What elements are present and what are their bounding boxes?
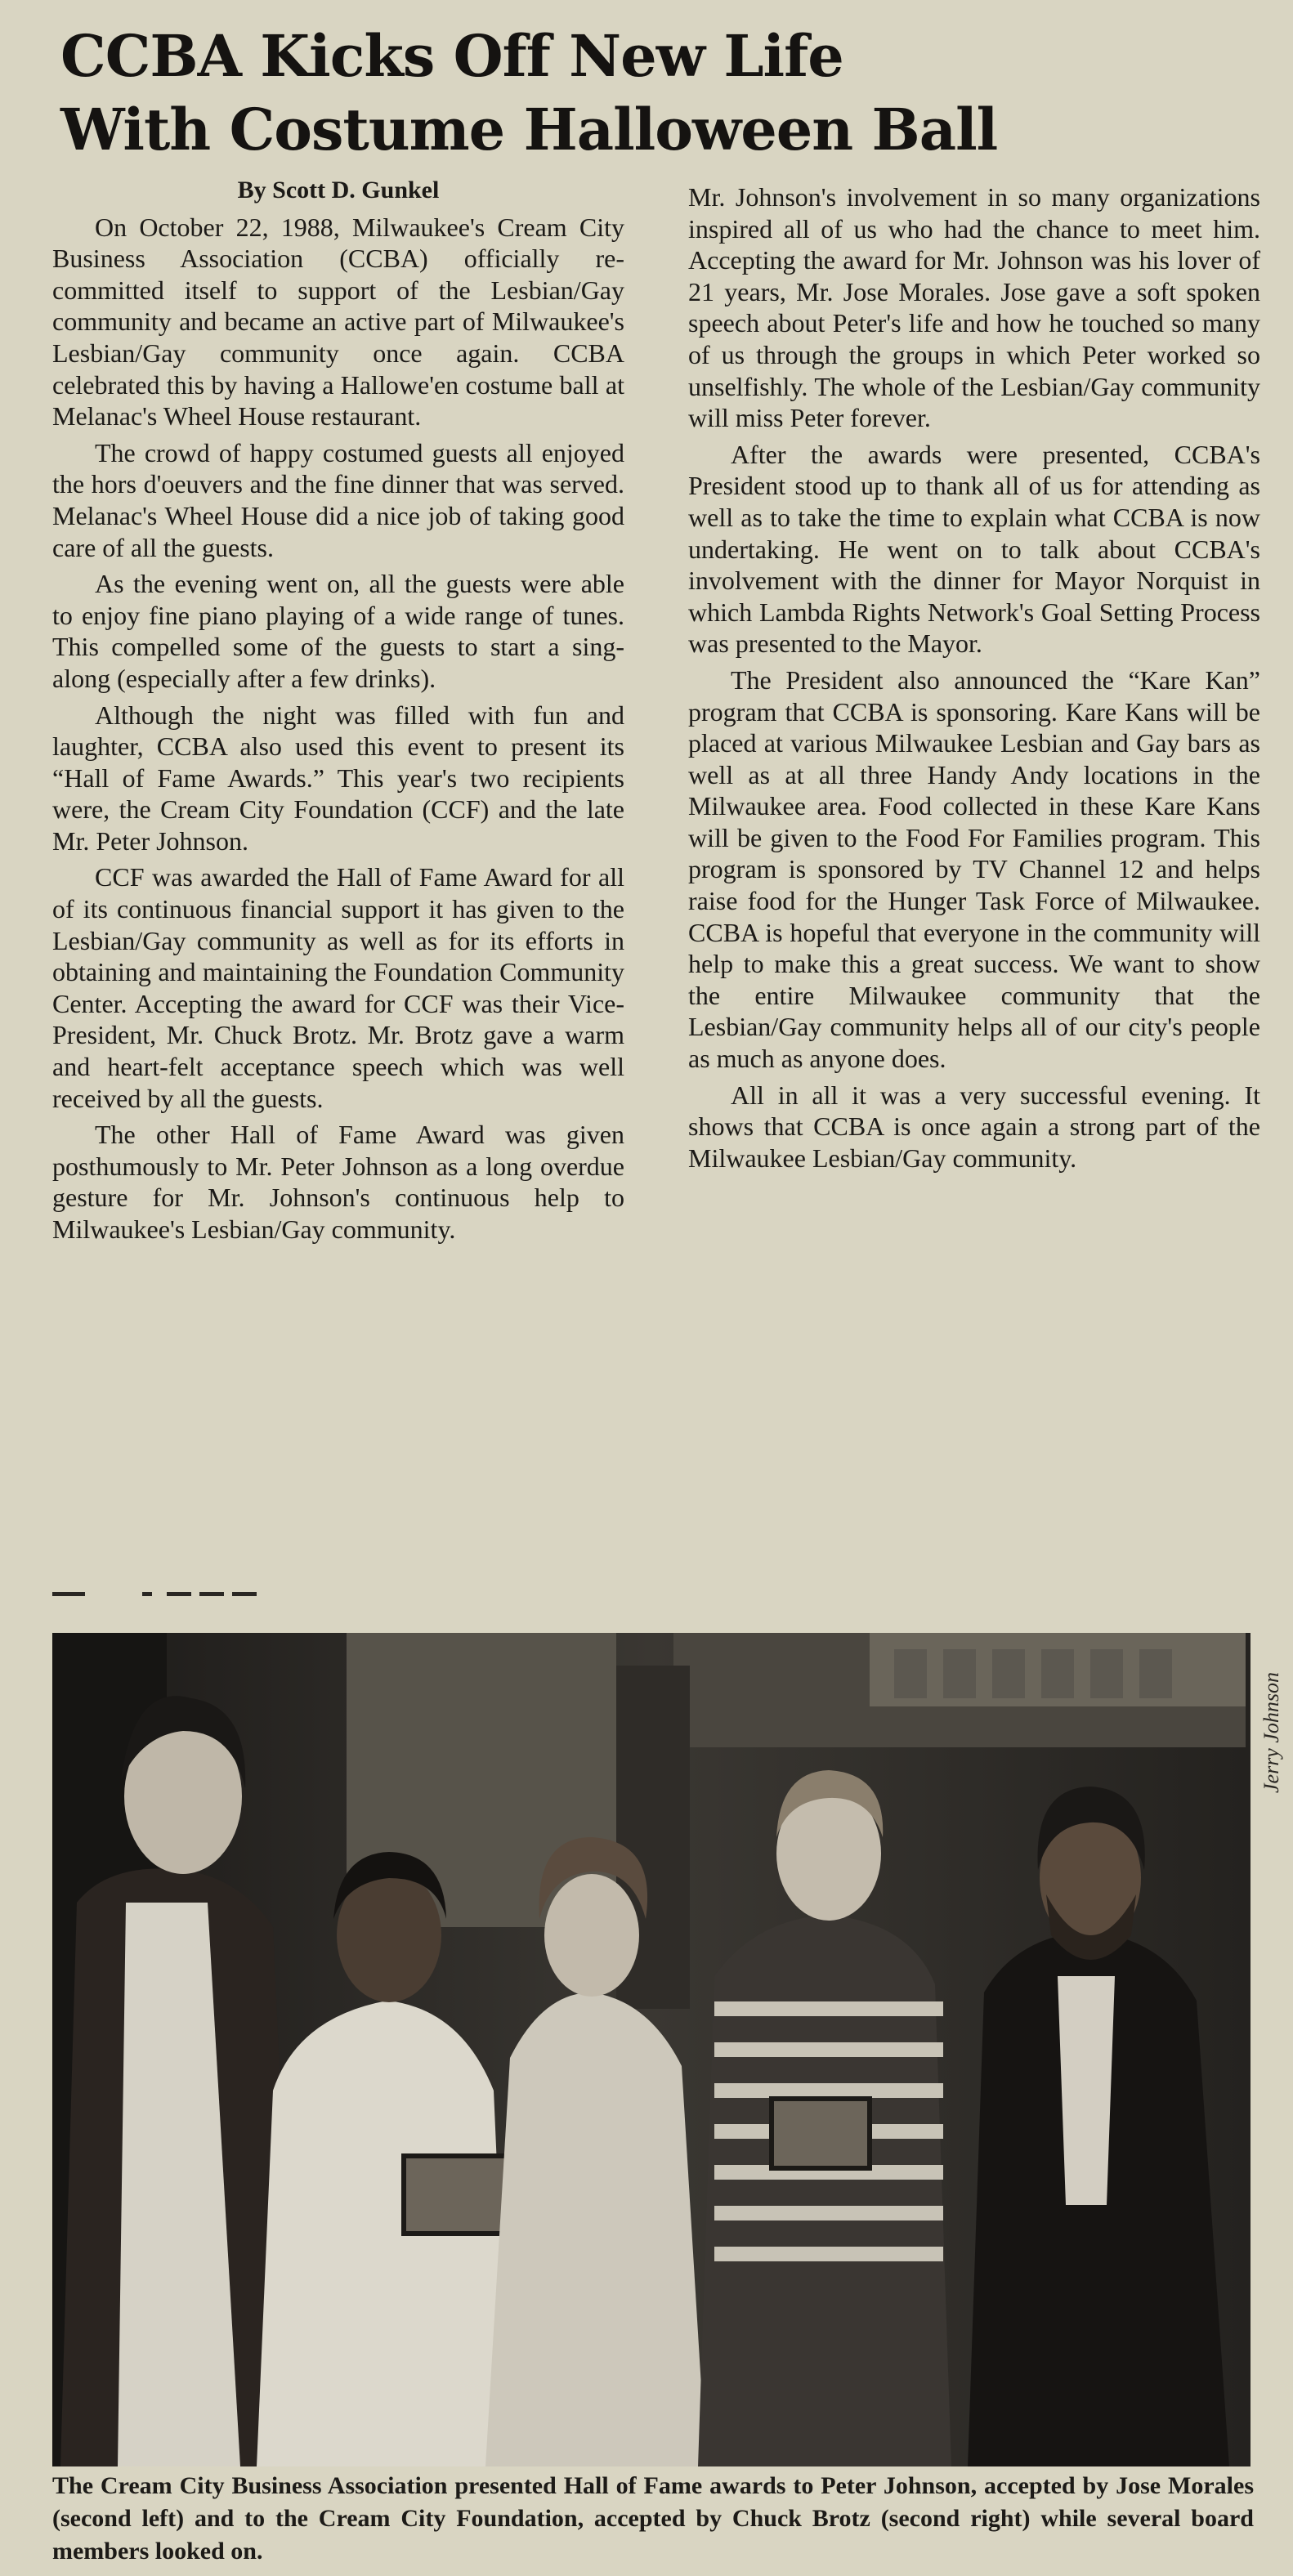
paragraph: As the evening went on, all the guests were able to enjoy fine piano playing of a wide range of tunes. This compelled some of the guests to start a sing-along (especially after a few drinks).: [52, 569, 624, 693]
paragraph: The crowd of happy costumed guests all enjoyed the hors d'oeuvers and the fine dinner that was served. Melanac's Wheel House did a nice job of taking good care of all the guests.: [52, 437, 624, 562]
photo-credit-text: Jerry Johnson: [1259, 1671, 1283, 1794]
article-headline: [60, 20, 1270, 167]
section-divider: [52, 1592, 265, 1597]
paragraph: CCF was awarded the Hall of Fame Award for all of its continuous financial support it has given to the Lesbian/Gay community as well as for its efforts in obtaining and maintaining the Foundation Community Center. Accepting the award for CCF was their Vice-President, Mr. Chuck Brotz. Mr. Brotz gave a warm and heart-felt acceptance speech which was well received by all the guests.: [52, 862, 624, 1113]
paragraph: All in all it was a very successful evening. It shows that CCBA is once again a strong part of the Milwaukee Lesbian/Gay community.: [688, 1080, 1260, 1173]
paragraph: After the awards were presented, CCBA's President stood up to thank all of us for attending as well as to take the time to explain what CCBA is now undertaking. He went on to talk about CCBA's involvement with the dinner for Mayor Norquist in which Lambda Rights Network's Goal Setting Process was presented to the Mayor.: [688, 439, 1260, 659]
paragraph: On October 22, 1988, Milwaukee's Cream City Business Association (CCBA) officially re- committed itself to support of the Lesbian/Gay community and became an active part of Milwaukee's Lesbian/Gay community once again. CCBA celebrated this by having a Hallowe'en costume ball at Melanac's Wheel House restaurant.: [52, 212, 624, 432]
photo-caption: The Cream City Business Association presented Hall of Fame awards to Peter Johnson, accepted by Jose Morales (second left) and to the Cream City Foundation, accepted by Chuck Brotz (second right) while several board members looked on.: [52, 2472, 1254, 2565]
article-left-column: [52, 172, 624, 1250]
photo-illustration: [52, 1633, 1250, 2466]
group-photo: [52, 1633, 1250, 2466]
paragraph-continued: Mr. Johnson's involvement in so many organizations inspired all of us who had the chance to meet him. Accepting the award for Mr. Johnson was his lover of 21 years, Mr. Jose Morales. Jose gave a soft spoken speech about Peter's life and how he touched so many of us through the groups in which Peter worked so unselfishly. The whole of the Lesbian/Gay community will miss Peter forever.: [688, 182, 1260, 433]
paragraph: The other Hall of Fame Award was given posthumously to Mr. Peter Johnson as a long overdue gesture for Mr. Johnson's continuous help to Milwaukee's Lesbian/Gay community.: [52, 1120, 624, 1244]
headline-line-2: With Costume Halloween Ball: [60, 96, 998, 163]
paragraph: Although the night was filled with fun and laughter, CCBA also used this event to present its “Hall of Fame Awards.” This year's two recipients were, the Cream City Foundation (CCF) and the late Mr. Peter Johnson.: [52, 700, 624, 856]
article-right-column: [688, 181, 1260, 1178]
byline: By Scott D. Gunkel: [237, 177, 440, 203]
photo-credit: [1255, 1643, 1288, 1822]
headline-line-1: CCBA Kicks Off New Life: [60, 22, 843, 90]
paragraph: The President also announced the “Kare Kan” program that CCBA is sponsoring. Kare Kans will be placed at various Milwaukee Lesbian and Gay bars as well as at all three Handy Andy locations in the Milwaukee area. Food collected in these Kare Kans will be given to the Food For Families program. This program is sponsored by TV Channel 12 and helps raise food for the Hunger Task Force of Milwaukee. CCBA is hopeful that everyone in the community will help to make this a great success. We want to show the entire Milwaukee community that the Lesbian/Gay community helps all of our city's people as much as anyone does.: [688, 664, 1260, 1074]
